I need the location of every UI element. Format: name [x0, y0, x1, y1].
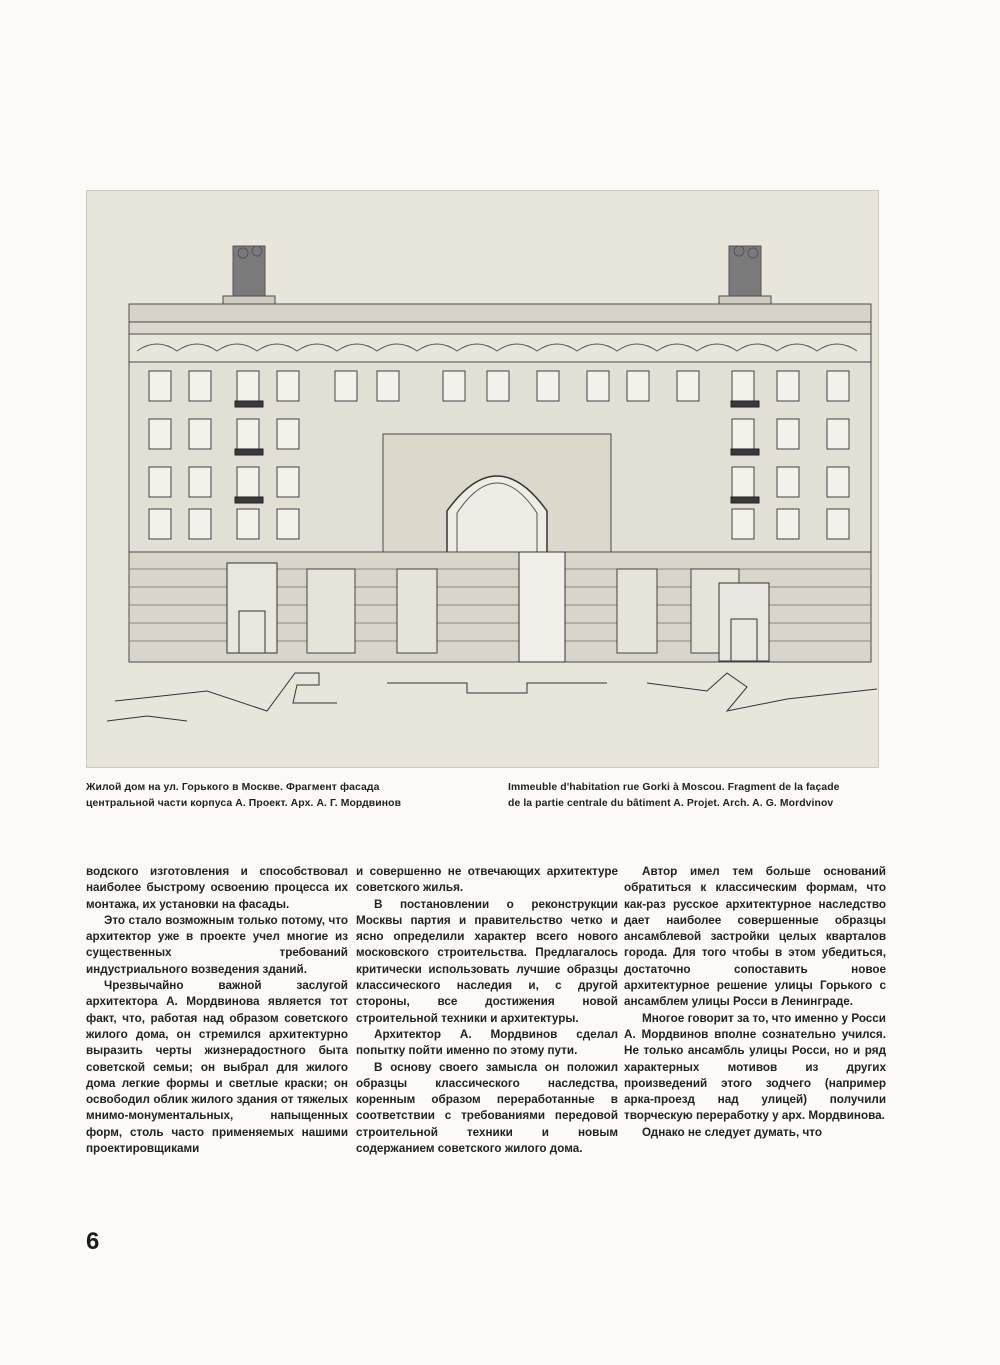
paragraph: В основу своего замысла он положил образцы классического наследства, коренным образом переработанные в соответствии с требованиями передовой строительной техники и новым содержанием советского жилого дома. — [356, 1060, 618, 1156]
caption-fr-line2: de la partie centrale du bâtiment A. Projet. Arch. A. G. Mordvinov — [508, 798, 834, 809]
paragraph: Однако не следует думать, что — [642, 1125, 822, 1139]
text-column-2 — [356, 864, 618, 1157]
facade-elevation-svg — [87, 191, 878, 767]
caption-french — [508, 780, 840, 812]
right-sculpture-group — [729, 246, 761, 296]
paragraph: Это стало возможным только потому, что архитектор уже в проекте учел многие из существенных требований индустриального возведения зданий. — [86, 913, 348, 976]
paragraph: Архитектор А. Мордвинов сделал попытку пойти именно по этому пути. — [356, 1027, 618, 1058]
paragraph: Многое говорит за то, что именно у Росси А. Мордвинов вполне сознательно учился. Не только ансамбль улицы Росси, но и ряд характерных мотивов из других произведений этого зодчего (например арка-проезд над улицей) получили творческую переработку у арх. Мордвинова. — [624, 1011, 886, 1123]
caption-ru-line2: центральной части корпуса А. Проект. Арх. А. Г. Мордвинов — [86, 798, 402, 809]
caption-ru-line1: Жилой дом на ул. Горького в Москве. Фрагмент фасада — [86, 782, 380, 793]
caption-russian — [86, 780, 401, 812]
paragraph: Чрезвычайно важной заслугой архитектора А. Мордвинова является тот факт, что, работая над образом советского жилого дома, он стремился архитектурно выразить черты жизнерадостного быта советской семьи; он выбрал для жилого дома легкие формы и светлые краски; он освободил облик жилого здания от тяжелых мнимо-монументальных, напыщенных форм, столь часто применяемых нашими проектировщиками — [86, 979, 348, 1156]
paragraph: водского изготовления и способствовал наиболее быстрому освоению процесса их монтажа, их установки на фасады. — [86, 865, 348, 911]
paragraph: и совершенно не отвечающих архитектуре советского жилья. — [356, 865, 618, 895]
page-number: 6 — [86, 1228, 100, 1255]
text-column-1 — [86, 864, 348, 1157]
paragraph: Автор имел тем больше оснований обратиться к классическим формам, что как-раз русское архитектурное наследство дает наиболее совершенные образцы ансамблевой застройки целых кварталов города. Для того чтобы в этом убедиться, достаточно сопоставить новое архитектурное решение улицы Горького с ансамблем улицы Росси в Ленинграде. — [624, 865, 886, 1009]
caption-fr-line1: Immeuble d'habitation rue Gorki à Moscou. Fragment de la façade — [508, 782, 840, 793]
facade-drawing — [86, 190, 879, 768]
text-column-3 — [624, 864, 886, 1141]
paragraph: В постановлении о реконструкции Москвы партия и правительство четко и ясно определили характер всего нового московского строительства. Предлагалось критически использовать лучшие образцы классического наследия и, с другой стороны, все достижения новой строительной техники и архитектуры. — [356, 897, 618, 1025]
left-sculpture-group — [233, 246, 265, 296]
